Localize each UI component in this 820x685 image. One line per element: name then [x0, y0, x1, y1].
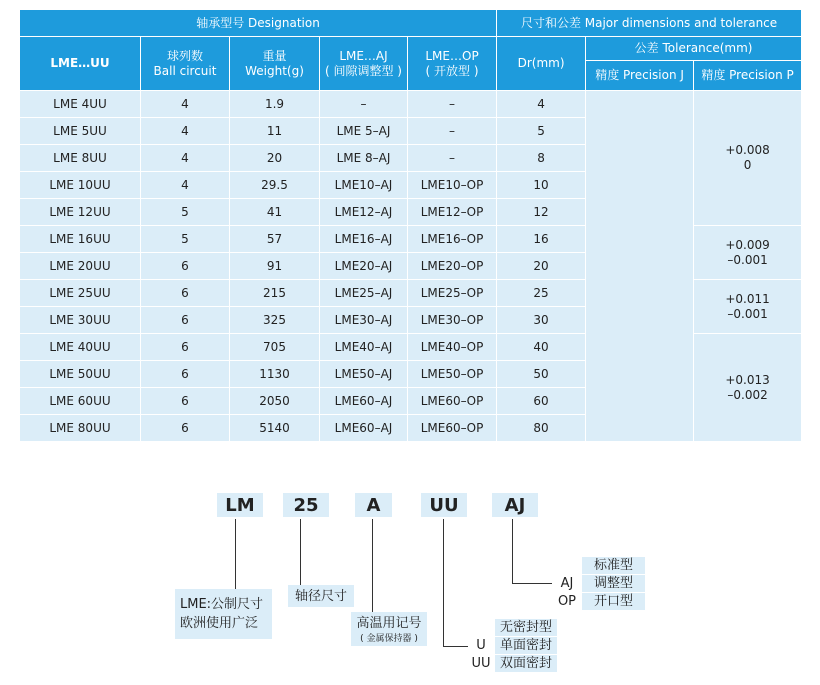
table-row — [20, 91, 802, 118]
cell-weight: 57 — [230, 226, 320, 253]
tolerance-cell-p — [694, 226, 802, 280]
note-metric-line2: 欧洲使用广泛 — [180, 616, 259, 631]
col-header-aj — [320, 37, 408, 91]
cell-dr: 25 — [497, 280, 586, 307]
col-header-aj-code: LME…AJ — [339, 48, 388, 63]
cell-model: LME 80UU — [20, 415, 141, 442]
cell-ball: 6 — [141, 253, 230, 280]
cell-model: LME 10UU — [20, 172, 141, 199]
cell-ball: 6 — [141, 388, 230, 415]
cell-dr: 5 — [497, 118, 586, 145]
cell-ball: 6 — [141, 334, 230, 361]
cell-weight: 29.5 — [230, 172, 320, 199]
col-header-weight — [230, 37, 320, 91]
cell-dr: 8 — [497, 145, 586, 172]
cell-dr: 60 — [497, 388, 586, 415]
tolerance-cell-p — [694, 91, 802, 226]
cell-op: LME12–OP — [408, 199, 497, 226]
cell-model: LME 50UU — [20, 361, 141, 388]
cell-dr: 20 — [497, 253, 586, 280]
cell-model: LME 8UU — [20, 145, 141, 172]
cell-weight: 91 — [230, 253, 320, 280]
cell-op: LME25–OP — [408, 280, 497, 307]
cell-aj: LME60–AJ — [320, 388, 408, 415]
cell-weight: 705 — [230, 334, 320, 361]
connector-size — [300, 519, 301, 585]
tolerance-upper: +0.009 — [725, 237, 770, 252]
header-designation: 轴承型号 Designation — [20, 10, 497, 37]
cell-op: – — [408, 118, 497, 145]
cell-weight: 2050 — [230, 388, 320, 415]
tolerance-lower: –0.002 — [727, 387, 768, 402]
cell-aj: LME25–AJ — [320, 280, 408, 307]
code-box-size: 25 — [283, 493, 329, 517]
col-header-op-desc: ( 开放型 ) — [425, 63, 479, 78]
cell-aj: – — [320, 91, 408, 118]
cell-dr: 80 — [497, 415, 586, 442]
cell-dr: 12 — [497, 199, 586, 226]
cell-ball: 6 — [141, 307, 230, 334]
cell-ball: 4 — [141, 118, 230, 145]
type-label: 调整型 — [582, 575, 645, 592]
tolerance-upper: +0.008 — [725, 143, 770, 157]
cell-dr: 4 — [497, 91, 586, 118]
type-key: OP — [557, 594, 577, 609]
connector-aj-horizontal — [512, 583, 552, 584]
col-header-weight-en: Weight(g) — [245, 63, 304, 78]
col-header-ball-en: Ball circuit — [153, 63, 217, 78]
cell-aj: LME60–AJ — [320, 415, 408, 442]
cell-ball: 4 — [141, 91, 230, 118]
cell-dr: 30 — [497, 307, 586, 334]
note-high-temp-line2: ( 金属保持器 ) — [360, 633, 418, 644]
cell-ball: 5 — [141, 199, 230, 226]
cell-aj: LME16–AJ — [320, 226, 408, 253]
cell-aj: LME20–AJ — [320, 253, 408, 280]
seal-key: U — [476, 638, 486, 653]
cell-op: LME30–OP — [408, 307, 497, 334]
cell-weight: 11 — [230, 118, 320, 145]
cell-ball: 4 — [141, 145, 230, 172]
tolerance-lower: –0.001 — [727, 252, 768, 267]
cell-aj: LME10–AJ — [320, 172, 408, 199]
cell-model: LME 40UU — [20, 334, 141, 361]
cell-op: LME16–OP — [408, 226, 497, 253]
cell-weight: 5140 — [230, 415, 320, 442]
tolerance-cell-p — [694, 280, 802, 334]
col-header-dr: Dr(mm) — [497, 37, 586, 91]
spec-table — [19, 9, 802, 442]
code-box-uu: UU — [421, 493, 467, 517]
cell-ball: 6 — [141, 361, 230, 388]
tolerance-upper: +0.013 — [725, 372, 770, 387]
note-shaft-size: 轴径尺寸 — [288, 585, 354, 607]
note-high-temp-line1: 高温用记号 — [356, 615, 422, 631]
code-box-a: A — [355, 493, 392, 517]
cell-model: LME 5UU — [20, 118, 141, 145]
code-box-lm: LM — [217, 493, 263, 517]
cell-model: LME 20UU — [20, 253, 141, 280]
cell-op: – — [408, 145, 497, 172]
col-header-model: LME…UU — [20, 37, 141, 91]
cell-ball: 6 — [141, 280, 230, 307]
connector-uu-vertical — [443, 519, 444, 647]
connector-lm — [235, 519, 236, 589]
cell-aj: LME12–AJ — [320, 199, 408, 226]
cell-weight: 215 — [230, 280, 320, 307]
col-header-ball-cn: 球列数 — [166, 48, 203, 63]
cell-dr: 40 — [497, 334, 586, 361]
tolerance-cell-p — [694, 334, 802, 442]
cell-ball: 6 — [141, 415, 230, 442]
col-header-aj-desc: ( 间隙调整型 ) — [325, 63, 402, 78]
tolerance-lower: 0 — [743, 158, 752, 172]
cell-model: LME 16UU — [20, 226, 141, 253]
code-box-aj: AJ — [492, 493, 538, 517]
cell-op: LME10–OP — [408, 172, 497, 199]
connector-a — [372, 519, 373, 612]
col-header-op-code: LME…OP — [425, 48, 479, 63]
type-key: AJ — [560, 576, 574, 591]
connector-uu-horizontal — [443, 646, 468, 647]
note-metric — [175, 589, 272, 639]
col-header-precision-p: 精度 Precision P — [694, 61, 802, 91]
cell-ball: 5 — [141, 226, 230, 253]
note-high-temp — [351, 612, 427, 646]
cell-aj: LME30–AJ — [320, 307, 408, 334]
type-label: 开口型 — [582, 593, 645, 610]
col-header-weight-cn: 重量 — [262, 48, 287, 63]
type-label: 标准型 — [582, 557, 645, 574]
cell-weight: 1.9 — [230, 91, 320, 118]
cell-model: LME 60UU — [20, 388, 141, 415]
header-dimensions: 尺寸和公差 Major dimensions and tolerance — [497, 10, 802, 37]
col-header-ball-circuit — [141, 37, 230, 91]
cell-model: LME 30UU — [20, 307, 141, 334]
cell-op: LME60–OP — [408, 388, 497, 415]
note-metric-line1: LME:公制尺寸 — [180, 597, 264, 612]
col-header-op — [408, 37, 497, 91]
cell-op: LME20–OP — [408, 253, 497, 280]
cell-model: LME 12UU — [20, 199, 141, 226]
cell-model: LME 25UU — [20, 280, 141, 307]
cell-dr: 10 — [497, 172, 586, 199]
tolerance-lower: –0.001 — [727, 306, 768, 321]
col-header-precision-j: 精度 Precision J — [586, 61, 694, 91]
connector-aj-vertical — [512, 519, 513, 584]
cell-dr: 16 — [497, 226, 586, 253]
precision-j-column — [586, 91, 694, 442]
cell-dr: 50 — [497, 361, 586, 388]
tolerance-upper: +0.011 — [725, 291, 770, 306]
seal-label: 单面密封 — [495, 637, 557, 654]
cell-ball: 4 — [141, 172, 230, 199]
cell-op: LME50–OP — [408, 361, 497, 388]
col-header-tolerance: 公差 Tolerance(mm) — [586, 37, 802, 61]
seal-key: UU — [471, 656, 491, 671]
cell-aj: LME 5–AJ — [320, 118, 408, 145]
cell-aj: LME 8–AJ — [320, 145, 408, 172]
cell-weight: 20 — [230, 145, 320, 172]
cell-aj: LME50–AJ — [320, 361, 408, 388]
cell-weight: 325 — [230, 307, 320, 334]
cell-op: LME60–OP — [408, 415, 497, 442]
seal-label: 无密封型 — [495, 619, 557, 636]
cell-weight: 1130 — [230, 361, 320, 388]
cell-aj: LME40–AJ — [320, 334, 408, 361]
cell-weight: 41 — [230, 199, 320, 226]
cell-model: LME 4UU — [20, 91, 141, 118]
cell-op: – — [408, 91, 497, 118]
cell-op: LME40–OP — [408, 334, 497, 361]
seal-label: 双面密封 — [495, 655, 557, 672]
